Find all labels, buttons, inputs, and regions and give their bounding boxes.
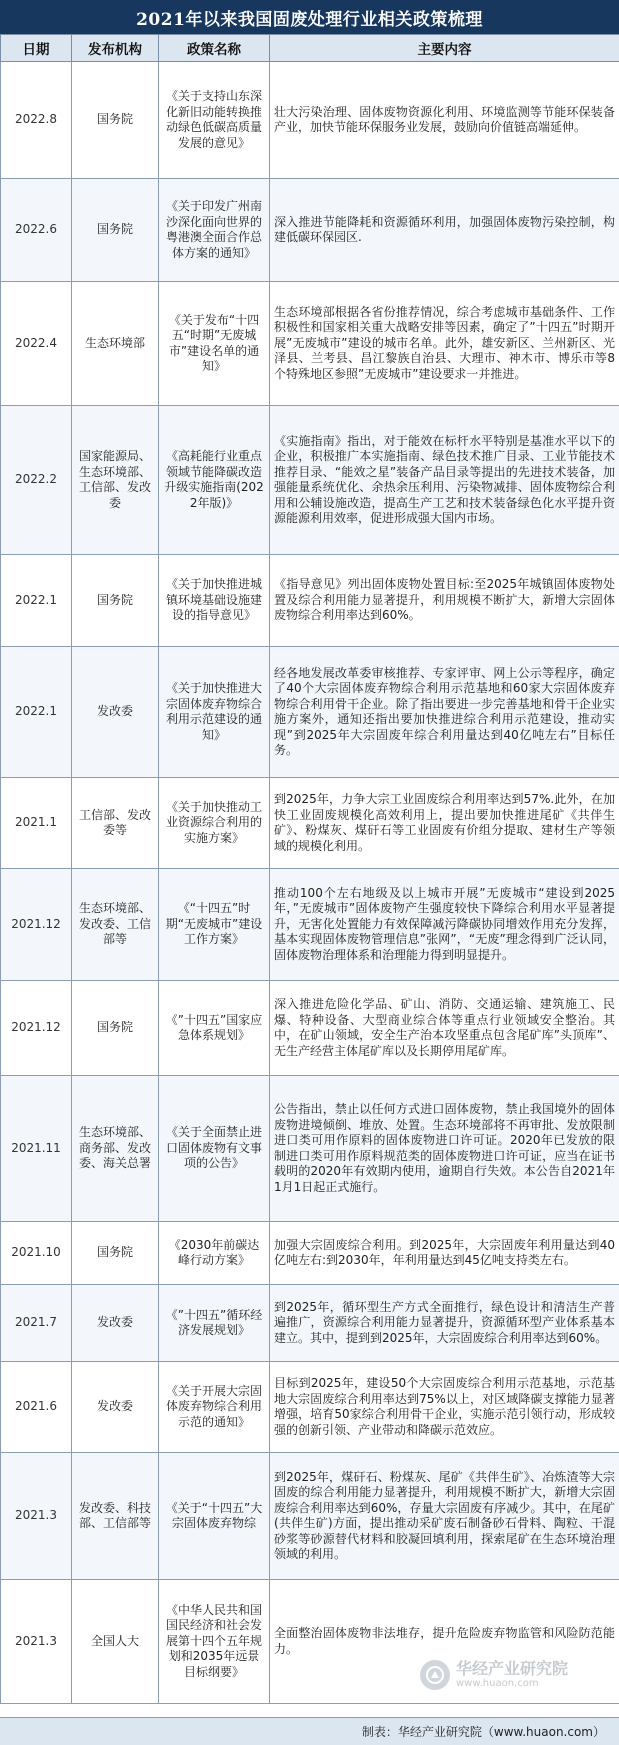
cell-date: 2021.12 bbox=[1, 869, 72, 981]
cell-policy-name: 《”十四五”国家应急体系规划》 bbox=[159, 981, 270, 1076]
table-row bbox=[1, 1453, 619, 1580]
cell-date: 2021.11 bbox=[1, 1076, 72, 1222]
cell-policy-name: 《高耗能行业重点领域节能降碳改造升级实施指南(2022年版)》 bbox=[159, 406, 270, 555]
watermark-url: www.huaon.com bbox=[456, 1678, 539, 1689]
header-org: 发布机构 bbox=[72, 35, 159, 62]
cell-content: 生态环境部根据各省份推荐情况，综合考虑城市基础条件、工作积极性和国家相关重大战略安排等因素，确定了”十四五”时期开展”无废城市”建设的城市名单。此外，雄安新区、兰州新区、光泽县、兰考县、昌江黎族自治县、大理市、神木市、博乐市等8个特殊地区参照”无废城市”建设要求一并推进。 bbox=[270, 282, 619, 406]
cell-org: 全国人大 bbox=[72, 1580, 159, 1704]
header-date: 日期 bbox=[1, 35, 72, 62]
cell-date: 2021.7 bbox=[1, 1285, 72, 1362]
table-row bbox=[1, 1222, 619, 1285]
cell-content: 壮大污染治理、固体废物资源化利用、环境监测等节能环保装备产业，加快节能环保服务业发展，鼓励向价值链高端延伸。 bbox=[270, 62, 619, 179]
table-title: 2021年以来我国固废处理行业相关政策梳理 bbox=[0, 0, 619, 34]
cell-content: 加强大宗固废综合利用。到2025年，大宗固废年利用量达到40亿吨左右:到2030年，年利用量达到45亿吨支持类左右。 bbox=[270, 1222, 619, 1285]
cell-content: 目标到2025年，建设50个大宗固废综合利用示范基地，示范基地大宗固废综合利用率达到75%以上，对区域降碳支撑能力显著增强，培育50家综合利用骨干企业，实施示范引领行动，形成较强的创新引领、产业带动和降碳示范效应。 bbox=[270, 1362, 619, 1453]
cell-policy-name: 《“十四五”时期“无废城市”建设工作方案》 bbox=[159, 869, 270, 981]
cell-content: 推动100个左右地级及以上城市开展”无废城市“建设到2025年，”无废城市”固体废物产生强度较快下降综合利用水平显著提升，无害化处置能力有效保障减污降碳协同增效作用充分发挥，基本实现固体废物管理信息”张网”，“无废”理念得到广泛认同，固体废物治理体系和治理能力得到明显提升。 bbox=[270, 869, 619, 981]
table-row bbox=[1, 62, 619, 179]
cell-content: 到2025年，力争大宗工业固废综合利用率达到57%.此外，在加快工业固废规模化高效利用上，提出要加快推进尾矿《共伴生矿》、粉煤灰、煤矸石等工业固废有价组分提取、建材生产等领域的规模化利用。 bbox=[270, 778, 619, 869]
cell-date: 2021.12 bbox=[1, 981, 72, 1076]
cell-org: 生态环境部、商务部、发改委、海关总署 bbox=[72, 1076, 159, 1222]
cell-policy-name: 《关于加快推动工业资源综合利用的实施方案》 bbox=[159, 778, 270, 869]
cell-policy-name: 《”十四五”循环经济发展规划》 bbox=[159, 1285, 270, 1362]
cell-date: 2022.6 bbox=[1, 179, 72, 282]
cell-policy-name: 《关于支持山东深化新旧动能转换推动绿色低碳高质量发展的意见》 bbox=[159, 62, 270, 179]
cell-org: 国务院 bbox=[72, 1222, 159, 1285]
cell-date: 2021.3 bbox=[1, 1580, 72, 1704]
cell-org: 国务院 bbox=[72, 981, 159, 1076]
table-row bbox=[1, 179, 619, 282]
cell-date: 2022.1 bbox=[1, 555, 72, 647]
cell-content: 全面整治固体废物非法堆存，提升危险废弃物监管和风险防范能力。 bbox=[270, 1580, 619, 1704]
cell-policy-name: 《关于发布“十四五“时期”无废城市”建设名单的通知》 bbox=[159, 282, 270, 406]
cell-org: 生态环境部 bbox=[72, 282, 159, 406]
cell-content: 深入推进节能降耗和资源循环利用，加强固体废物污染控制，构建低碳环保园区. bbox=[270, 179, 619, 282]
table-row bbox=[1, 1076, 619, 1222]
table-row bbox=[1, 647, 619, 778]
policy-table bbox=[0, 34, 619, 1704]
table-row bbox=[1, 778, 619, 869]
table-row bbox=[1, 1580, 619, 1704]
table-header bbox=[1, 35, 619, 62]
table-row bbox=[1, 555, 619, 647]
cell-org: 国家能源局、生态环境部、工信部、发改委 bbox=[72, 406, 159, 555]
cell-org: 国务院 bbox=[72, 555, 159, 647]
cell-org: 发改委 bbox=[72, 1285, 159, 1362]
table-row bbox=[1, 869, 619, 981]
cell-content: 公告指出，禁止以任何方式进口固体废物，禁止我国境外的固体废物进境倾倒、堆放、处置。生态环境部将不再审批、发放限制进口类可用作原料的固体废物进口许可证。2020年已发放的限制进口类可用作原料规范类的固体废物进口许可证，应当在证书载明的2020年有效期内使用，逾期自行失效。本公告自2021年1月1日起正式施行。 bbox=[270, 1076, 619, 1222]
header-content: 主要内容 bbox=[270, 35, 619, 62]
cell-org: 国务院 bbox=[72, 62, 159, 179]
cell-date: 2022.8 bbox=[1, 62, 72, 179]
cell-policy-name: 《关于开展大宗固体废弃物综合利用示范的通知》 bbox=[159, 1362, 270, 1453]
cell-policy-name: 《2030年前碳达峰行动方案》 bbox=[159, 1222, 270, 1285]
header-policy-name: 政策名称 bbox=[159, 35, 270, 62]
cell-policy-name: 《关于加快推进大宗固体废弃物综合利用示范建设的通知》 bbox=[159, 647, 270, 778]
cell-content: 《实施指南》指出，对于能效在标杆水平特别是基准水平以下的企业，积极推广本实施指南、绿色技术推广目录、工业节能技术推荐目录、“能效之星”装备产品目录等提出的先进技术装备，加强能量系统优化、余热余压利用、污染物减排、固体废物综合利用和公辅设施改造，提高生产工艺和技术装备绿色化水平提升资源能源利用效率，促进形成强大国内市场。 bbox=[270, 406, 619, 555]
cell-org: 生态环境部、发改委、工信部等 bbox=[72, 869, 159, 981]
table-row bbox=[1, 1285, 619, 1362]
cell-content: 到2025年，煤矸石、粉煤灰、尾矿《共伴生矿》、冶炼渣等大宗固废的综合利用能力显著提升，利用规模不断扩大，新增大宗固废综合利用率达到60%，存量大宗固废有序减少。其中，在尾矿(共伴生矿)方面，提出推动采矿废石制备砂石骨料、陶粒、干混砂浆等砂源替代材料和胶凝回填利用，探索尾矿在生态环境治理领域的利用。 bbox=[270, 1453, 619, 1580]
watermark-name: 华经产业研究院 bbox=[456, 1659, 569, 1678]
cell-org: 发改委 bbox=[72, 1362, 159, 1453]
source-footer: 制表：华经产业研究院（www.huaon.com） bbox=[0, 1717, 619, 1745]
table-body bbox=[1, 62, 619, 1704]
cell-org: 发改委 bbox=[72, 647, 159, 778]
cell-org: 发改委、科技部、工信部等 bbox=[72, 1453, 159, 1580]
cell-date: 2022.1 bbox=[1, 647, 72, 778]
cell-content: 经各地发展改革委审核推荐、专家评审、网上公示等程序，确定了40个大宗固体废弃物综合利用示范基地和60家大宗固体废弃物综合利用骨干企业。除了指出要进一步完善基地和骨干企业实施方案外，通知还指出要加快推进综合利用示范建设，推动实现”到2025年大宗固废年综合利用量达到40亿吨左右”目标任务。 bbox=[270, 647, 619, 778]
table-row bbox=[1, 406, 619, 555]
cell-date: 2021.1 bbox=[1, 778, 72, 869]
cell-policy-name: 《关于印发广州南沙深化面向世界的粤港澳全面合作总体方案的通知》 bbox=[159, 179, 270, 282]
cell-date: 2021.6 bbox=[1, 1362, 72, 1453]
table-row bbox=[1, 981, 619, 1076]
cell-org: 工信部、发改委等 bbox=[72, 778, 159, 869]
cell-content: 深入推进危险化学品、矿山、消防、交通运输、建筑施工、民爆、特种设备、大型商业综合体等重点行业领域安全整治。其中，在矿山领域，安全生产治本攻坚重点包含尾矿库”头顶库”、无生产经营主体尾矿库以及长期停用尾矿库。 bbox=[270, 981, 619, 1076]
cell-date: 2022.4 bbox=[1, 282, 72, 406]
cell-date: 2021.3 bbox=[1, 1453, 72, 1580]
table-row bbox=[1, 1362, 619, 1453]
cell-policy-name: 《中华人民共和国国民经济和社会发展第十四个五年规划和2035年远景目标纲要》 bbox=[159, 1580, 270, 1704]
cell-content: 到2025年，循环型生产方式全面推行，绿色设计和清洁生产普遍推广，资源综合利用能力显著提升，资源循环型产业体系基本建立。其中，提到到2025年，大宗固废综合利用率达到60%。 bbox=[270, 1285, 619, 1362]
table-row bbox=[1, 282, 619, 406]
cell-policy-name: 《关于“十四五”大宗固体废弃物综 bbox=[159, 1453, 270, 1580]
cell-date: 2021.10 bbox=[1, 1222, 72, 1285]
cell-content: 《指导意见》列出固体废物处置目标:至2025年城镇固体废物处置及综合利用能力显著提升，利用规模不断扩大，新增大宗固体废物综合利用率达到60%。 bbox=[270, 555, 619, 647]
cell-org: 国务院 bbox=[72, 179, 159, 282]
cell-policy-name: 《关于全面禁止进口固体废物有文事项的公告》 bbox=[159, 1076, 270, 1222]
cell-date: 2022.2 bbox=[1, 406, 72, 555]
cell-policy-name: 《关于加快推进城镇环境基础设施建设的指导意见》 bbox=[159, 555, 270, 647]
